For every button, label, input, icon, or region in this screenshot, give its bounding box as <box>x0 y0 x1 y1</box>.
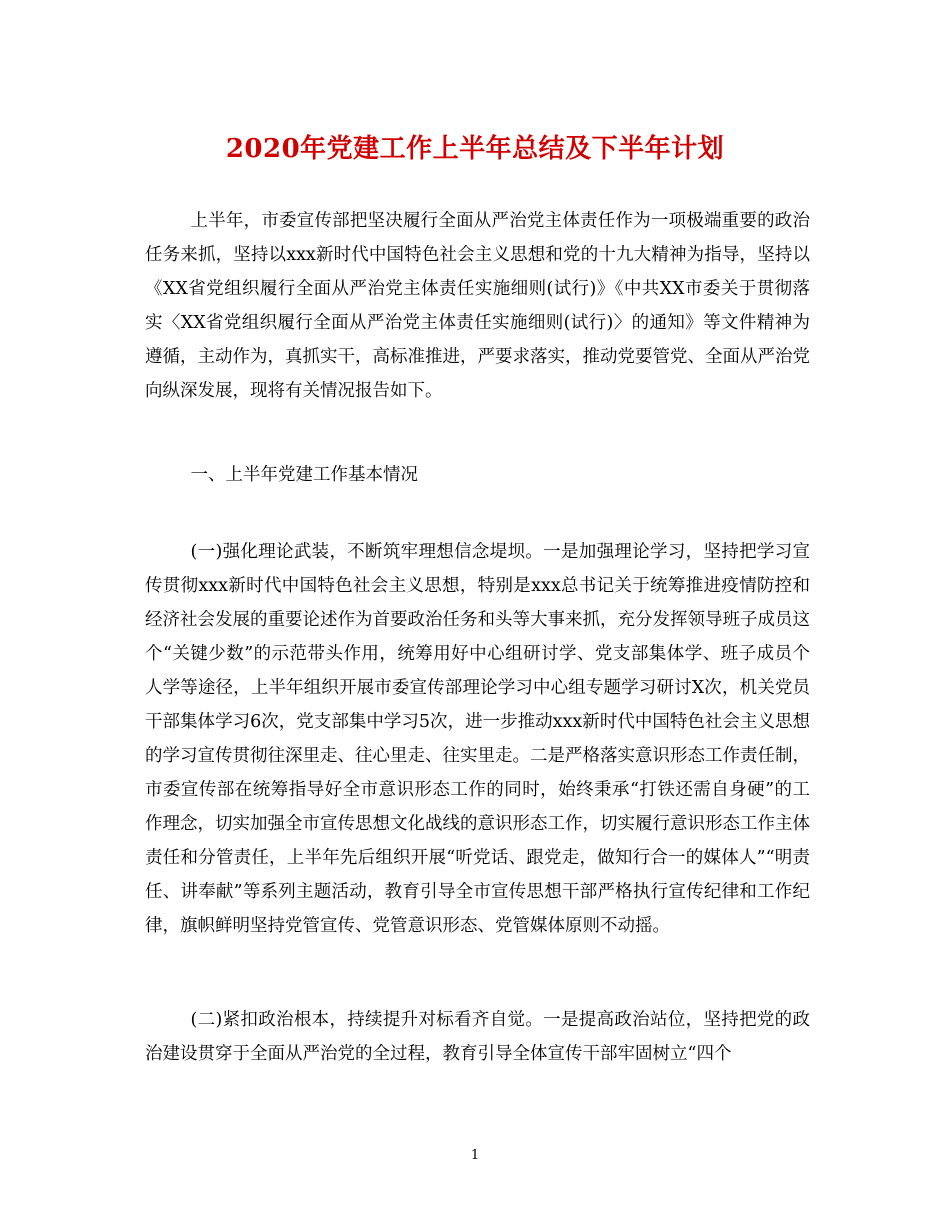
section-paragraph-2: (二)紧扣政治根本，持续提升对标看齐自觉。一是提高政治站位，坚持把党的政治建设贯穿于全面从严治党的全过程，教育引导全体宣传干部牢固树立“四个 <box>145 1010 810 1064</box>
section-paragraph-1: (一)强化理论武装，不断筑牢理想信念堤坝。一是加强理论学习，坚持把学习宣传贯彻xxx新时代中国特色社会主义思想，特别是xxx总书记关于统筹推进疫情防控和经济社会发展的重要论述作为首要政治任务和头等大事来抓，充分发挥领导班子成员这个“关键少数”的示范带头作用，统筹用好中心组研讨学、党支部集体学、班子成员个人学等途径，上半年组织开展市委宣传部理论学习中心组专题学习研讨X次，机关党员干部集体学习6次，党支部集中学习5次，进一步推动xxx新时代中国特色社会主义思想的学习宣传贯彻往深里走、往心里走、往实里走。二是严格落实意识形态工作责任制，市委宣传部在统筹指导好全市意识形态工作的同时，始终秉承“打铁还需自身硬”的工作理念，切实加强全市宣传思想文化战线的意识形态工作，切实履行意识形态工作主体责任和分管责任，上半年先后组织开展“听党话、跟党走，做知行合一的媒体人”“明责任、讲奉献”等系列主题活动，教育引导全市宣传思想干部严格执行宣传纪律和工作纪律，旗帜鲜明坚持党管宣传、党管意识形态、党管媒体原则不动摇。 <box>145 542 810 936</box>
intro-paragraph: 上半年，市委宣传部把坚决履行全面从严治党主体责任作为一项极端重要的政治任务来抓，坚持以xxx新时代中国特色社会主义思想和党的十九大精神为指导，坚持以《XX省党组织履行全面从严治党主体责任实施细则(试行)》《中共XX市委关于贯彻落实〈XX省党组织履行全面从严治党主体责任实施细则(试行)〉的通知》等文件精神为遵循，主动作为，真抓实干，高标准推进，严要求落实，推动党要管党、全面从严治党向纵深发展，现将有关情况报告如下。 <box>145 211 810 401</box>
page-number: 1 <box>470 1148 480 1163</box>
document-title: 2020年党建工作上半年总结及下半年计划 <box>225 134 725 164</box>
section-heading: 一、上半年党建工作基本情况 <box>190 465 418 485</box>
